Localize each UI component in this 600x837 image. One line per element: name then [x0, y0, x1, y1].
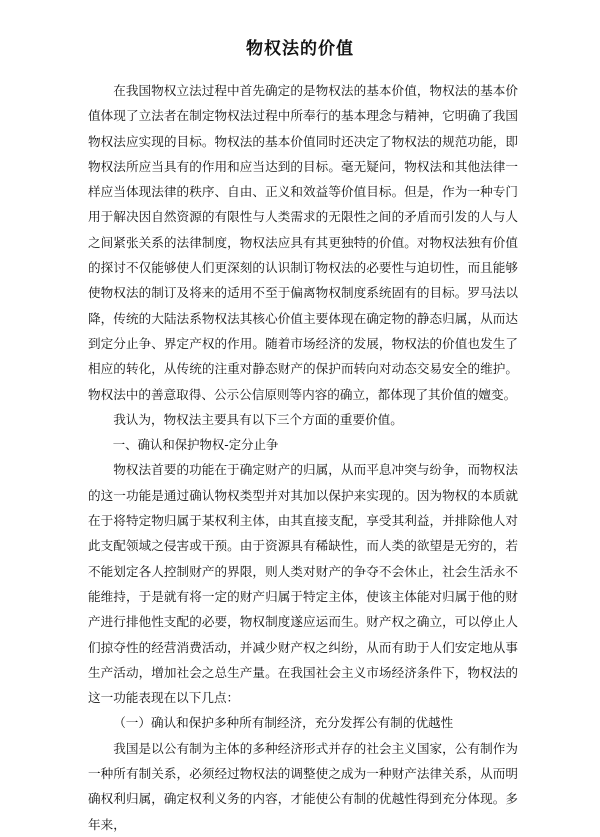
document-body [88, 78, 518, 837]
paragraph-thesis: 我认为，物权法主要具有以下三个方面的重要价值。 [113, 411, 403, 427]
section-heading: 一、确认和保护物权-定分止争 [112, 437, 279, 453]
paragraph-section-body: 物权法首要的功能在于确定财产的归属，从而平息冲突与纷争，而物权法的这一功能是通过确认物权类型并对其加以保护来实现的。因为物权的本质就在于将特定物归属于某权利主体，由其直接支配，享受其利益，并排除他人对此支配领域之侵害或干预。由于资源具有稀缺性，而人类的欲望是无穷的，若不能划定各人控制财产的界限，则人类对财产的争夺不会休止，社会生活永不能维持，于是就有将一定的财产归属于特定主体，使该主体能对归属于他的财产进行排他性支配的必要，物权制度遂应运而生。财产权之确立，可以停止人们掠夺性的经营消费活动，并减少财产权之纠纷，从而有助于人们安定地从事生产活动，增加社会之总生产量。在我国社会主义市场经济条件下，物权法的这一功能表现在以下几点： [88, 462, 518, 706]
page-title: 物权法的价值 [246, 39, 354, 59]
paragraph-subsection-body: 我国是以公有制为主体的多种经济形式并存的社会主义国家，公有制作为一种所有制关系，必须经过物权法的调整使之成为一种财产法律关系，从而明确权利归属，确定权利义务的内容，才能使公有制的优越性得到充分体现。多年来， [88, 740, 518, 832]
paragraph-intro: 在我国物权立法过程中首先确定的是物权法的基本价值，物权法的基本价值体现了立法者在制定物权法过程中所奉行的基本理念与精神，它明确了我国物权法应实现的目标。物权法的基本价值同时还决定了物权法的规范功能，即物权法所应当具有的作用和应当达到的目标。毫无疑问，物权法和其他法律一样应当体现法律的秩序、自由、正义和效益等价值目标。但是，作为一种专门用于解决因自然资源的有限性与人类需求的无限性之间的矛盾而引发的人与人之间紧张关系的法律制度，物权法应具有其更独特的价值。对物权法独有价值的探讨不仅能够使人们更深刻的认识制订物权法的必要性与迫切性，而且能够使物权法的制订及将来的适用不至于偏离物权制度系统固有的目标。罗马法以降，传统的大陆法系物权法其核心价值主要体现在确定物的静态归属，从而达到定分止争、界定产权的作用。随着市场经济的发展，物权法的价值也发生了相应的转化，从传统的注重对静态财产的保护而转向对动态交易安全的维护。物权法中的善意取得、公示公信原则等内容的确立，都体现了其价值的嬗变。 [88, 83, 518, 402]
subsection-heading: （一）确认和保护多种所有制经济，充分发挥公有制的优越性 [113, 715, 454, 731]
